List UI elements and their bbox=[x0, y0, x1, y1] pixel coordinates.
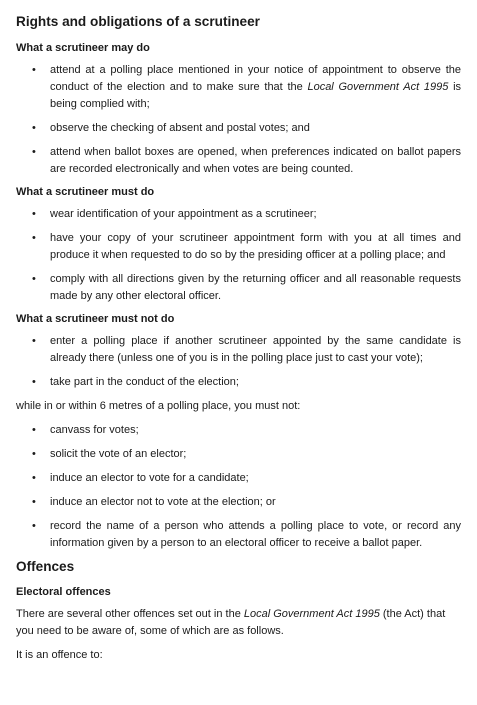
must-not-do-list bbox=[16, 333, 461, 391]
within-item-2: • solicit the vote of an elector; bbox=[16, 446, 461, 463]
must-do-item-1: • wear identification of your appointment as a scrutineer; bbox=[16, 206, 461, 223]
bullet-icon: • bbox=[32, 335, 36, 347]
bullet-icon: • bbox=[32, 448, 36, 460]
bullet-icon: • bbox=[32, 208, 36, 220]
may-do-item-3: • attend when ballot boxes are opened, when preferences indicated on ballot papers are recorded electronically and when votes are being counted. bbox=[32, 146, 461, 175]
electoral-offences-heading: Electoral offences bbox=[16, 586, 111, 598]
page-title: Rights and obligations of a scrutineer bbox=[16, 14, 260, 29]
within-item-1: • canvass for votes; bbox=[16, 422, 461, 439]
must-do-heading: What a scrutineer must do bbox=[16, 186, 155, 198]
bullet-icon: • bbox=[32, 146, 36, 158]
offences-paragraph: There are several other offences set out in the Local Government Act 1995 (the Act) that you need to be aware of, some of which are as follows. bbox=[16, 608, 446, 637]
offence-intro: It is an offence to: bbox=[16, 649, 103, 661]
may-do-item-1: • attend at a polling place mentioned in your notice of appointment to observe the conduct of the election and to make sure that the Local Government Act 1995 is being complied with; bbox=[32, 64, 462, 110]
bullet-icon: • bbox=[32, 64, 36, 76]
bullet-icon: • bbox=[32, 122, 36, 134]
bullet-icon: • bbox=[32, 376, 36, 388]
bullet-icon: • bbox=[32, 472, 36, 484]
within-6-metres-text: while in or within 6 metres of a polling place, you must not: bbox=[16, 400, 301, 412]
must-not-do-item-1: • enter a polling place if another scrutineer appointed by the same candidate is already there (unless one of you is in the polling place just to cast your vote); bbox=[32, 335, 461, 364]
bullet-icon: • bbox=[32, 273, 36, 285]
within-item-5: • record the name of a person who attends a polling place to vote, or record any information given by a person to an electoral officer to receive a ballot paper. bbox=[32, 520, 461, 549]
must-do-item-3: • comply with all directions given by the returning officer and all reasonable requests made by any other electoral officer. bbox=[32, 273, 461, 302]
must-do-item-2: • have your copy of your scrutineer appointment form with you at all times and produce it when requested to do so by the presiding officer at a polling place; and bbox=[32, 232, 461, 261]
must-not-do-item-2: • take part in the conduct of the election; bbox=[16, 374, 461, 391]
within-item-4: • induce an elector not to vote at the election; or bbox=[16, 494, 461, 511]
bullet-icon: • bbox=[32, 232, 36, 244]
bullet-icon: • bbox=[32, 496, 36, 508]
must-do-list bbox=[16, 206, 461, 305]
within-item-3: • induce an elector to vote for a candidate; bbox=[16, 470, 461, 487]
may-do-heading: What a scrutineer may do bbox=[16, 42, 150, 54]
offences-heading: Offences bbox=[16, 559, 75, 574]
bullet-icon: • bbox=[32, 424, 36, 436]
must-not-do-heading: What a scrutineer must not do bbox=[16, 313, 175, 325]
within-6-metres-list bbox=[16, 422, 461, 552]
may-do-list bbox=[16, 62, 461, 178]
may-do-item-2: • observe the checking of absent and postal votes; and bbox=[16, 120, 461, 137]
bullet-icon: • bbox=[32, 520, 36, 532]
